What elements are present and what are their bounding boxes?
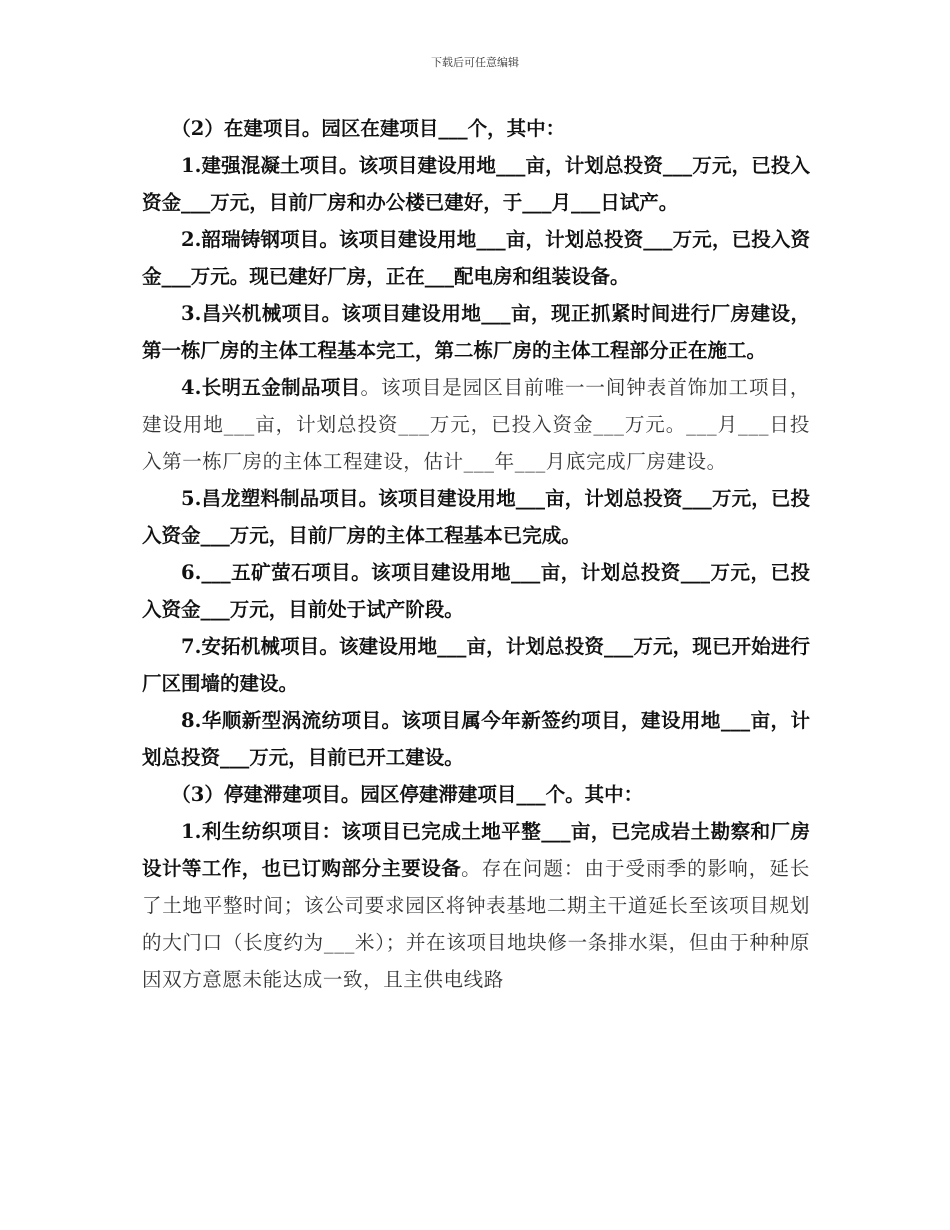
text-bold: 4.长明五金制品项目 xyxy=(181,376,361,399)
paragraph-stalled-item-1 xyxy=(142,813,810,998)
text-bold: 2.韶瑞铸钢项目。该项目建设用地___亩，计划总投资___万元，已投入资金___万元。现已建好厂房，正在___配电房和组装设备。 xyxy=(142,228,810,288)
text-bold: 1.建强混凝土项目。该项目建设用地___亩，计划总投资___万元，已投入资金___万元，目前厂房和办公楼已建好，于___月___日试产。 xyxy=(142,154,810,214)
text-bold: 6.___五矿萤石项目。该项目建设用地___亩，计划总投资___万元，已投入资金___万元，目前处于试产阶段。 xyxy=(142,561,810,621)
paragraph-item-7 xyxy=(142,628,810,702)
document-body xyxy=(142,110,810,998)
paragraph-item-6 xyxy=(142,554,810,628)
text-regular: 。该项目是园区目前唯一一间钟表首饰加工项目，建设用地___亩，计划总投资___万元，已投入资金___万元。___月___日投入第一栋厂房的主体工程建设，估计___年___月底完成厂房建设。 xyxy=(142,376,811,473)
text-bold: （3）停建滞建项目。园区停建滞建项目___个。其中： xyxy=(171,783,644,806)
paragraph-item-2 xyxy=(142,221,810,295)
text-bold: 5.昌龙塑料制品项目。该项目建设用地___亩，计划总投资___万元，已投入资金___万元，目前厂房的主体工程基本已完成。 xyxy=(142,487,810,547)
section-heading-stalled xyxy=(142,776,810,813)
text-regular: 。存在问题：由于受雨季的影响，延长了土地平整时间；该公司要求园区将钟表基地二期主干道延长至该项目规划的大门口（长度约为___米）；并在该项目地块修一条排水渠，但由于种种原因双方意愿未能达成一致，且主供电线路 xyxy=(142,857,810,991)
paragraph-item-5 xyxy=(142,480,810,554)
paragraph-item-4 xyxy=(142,369,810,480)
page-header: 下载后可任意编辑 xyxy=(431,56,519,69)
paragraph-item-3 xyxy=(142,295,810,369)
text-bold: 8.华顺新型涡流纺项目。该项目属今年新签约项目，建设用地___亩，计划总投资___万元，目前已开工建设。 xyxy=(142,709,810,769)
text-bold: （2）在建项目。园区在建项目___个，其中： xyxy=(171,117,566,140)
text-bold: 7.安拓机械项目。该建设用地___亩，计划总投资___万元，现已开始进行厂区围墙的建设。 xyxy=(142,635,810,695)
text-bold: 1.利生纺织项目：该项目已完成土地平整___亩，已完成岩土勘察和厂房设计等工作，也已订购部分主要设备 xyxy=(142,820,810,880)
paragraph-item-8 xyxy=(142,702,810,776)
section-heading-in-progress xyxy=(142,110,810,147)
paragraph-item-1 xyxy=(142,147,810,221)
text-bold: 3.昌兴机械项目。该项目建设用地___亩，现正抓紧时间进行厂房建设，第一栋厂房的主体工程基本完工，第二栋厂房的主体工程部分正在施工。 xyxy=(142,302,810,362)
